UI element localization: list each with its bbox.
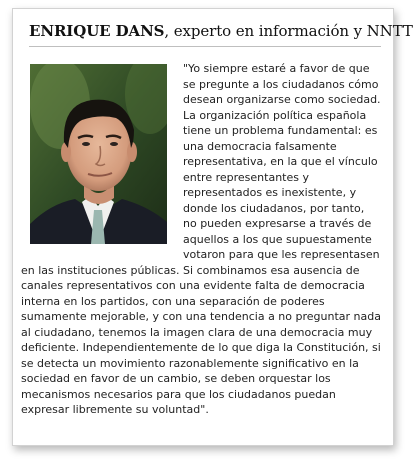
quote-text-block <box>21 61 381 418</box>
author-name: ENRIQUE DANS <box>29 22 165 40</box>
quote-card <box>12 8 413 446</box>
author-role: , experto en información y NNTT <box>164 22 413 40</box>
photo-spacer <box>21 61 183 259</box>
quote-text: "Yo siempre estaré a favor de que se pregunte a los ciudadanos cómo desean organizarse como sociedad. La organización política española tiene un problema fundamental: es una democracia falsamente representativa, en la que el vínculo entre representantes y representados es inexistente, y donde los ciudadanos, por tanto, no pueden expresarse a través de aquellos a los que supuestamente votaron para que les representasen en las instituciones públicas. Si combinamos esa ausencia de canales representativos con una evidente falta de democracia interna en los partidos, con una separación de poderes sumamente mejorable, y con una tendencia a no preguntar nada al ciudadano, tenemos la imagen clara de una democracia muy deficiente. Independientemente de lo que diga la Constitución, si se detecta un movimiento razonablemente significativo en la sociedad en favor de un cambio, se deben orquestar los mecanismos necesarios para que los ciudadanos puedan expresar libremente su voluntad". <box>21 62 381 416</box>
headline <box>29 21 413 41</box>
headline-divider <box>29 46 381 47</box>
